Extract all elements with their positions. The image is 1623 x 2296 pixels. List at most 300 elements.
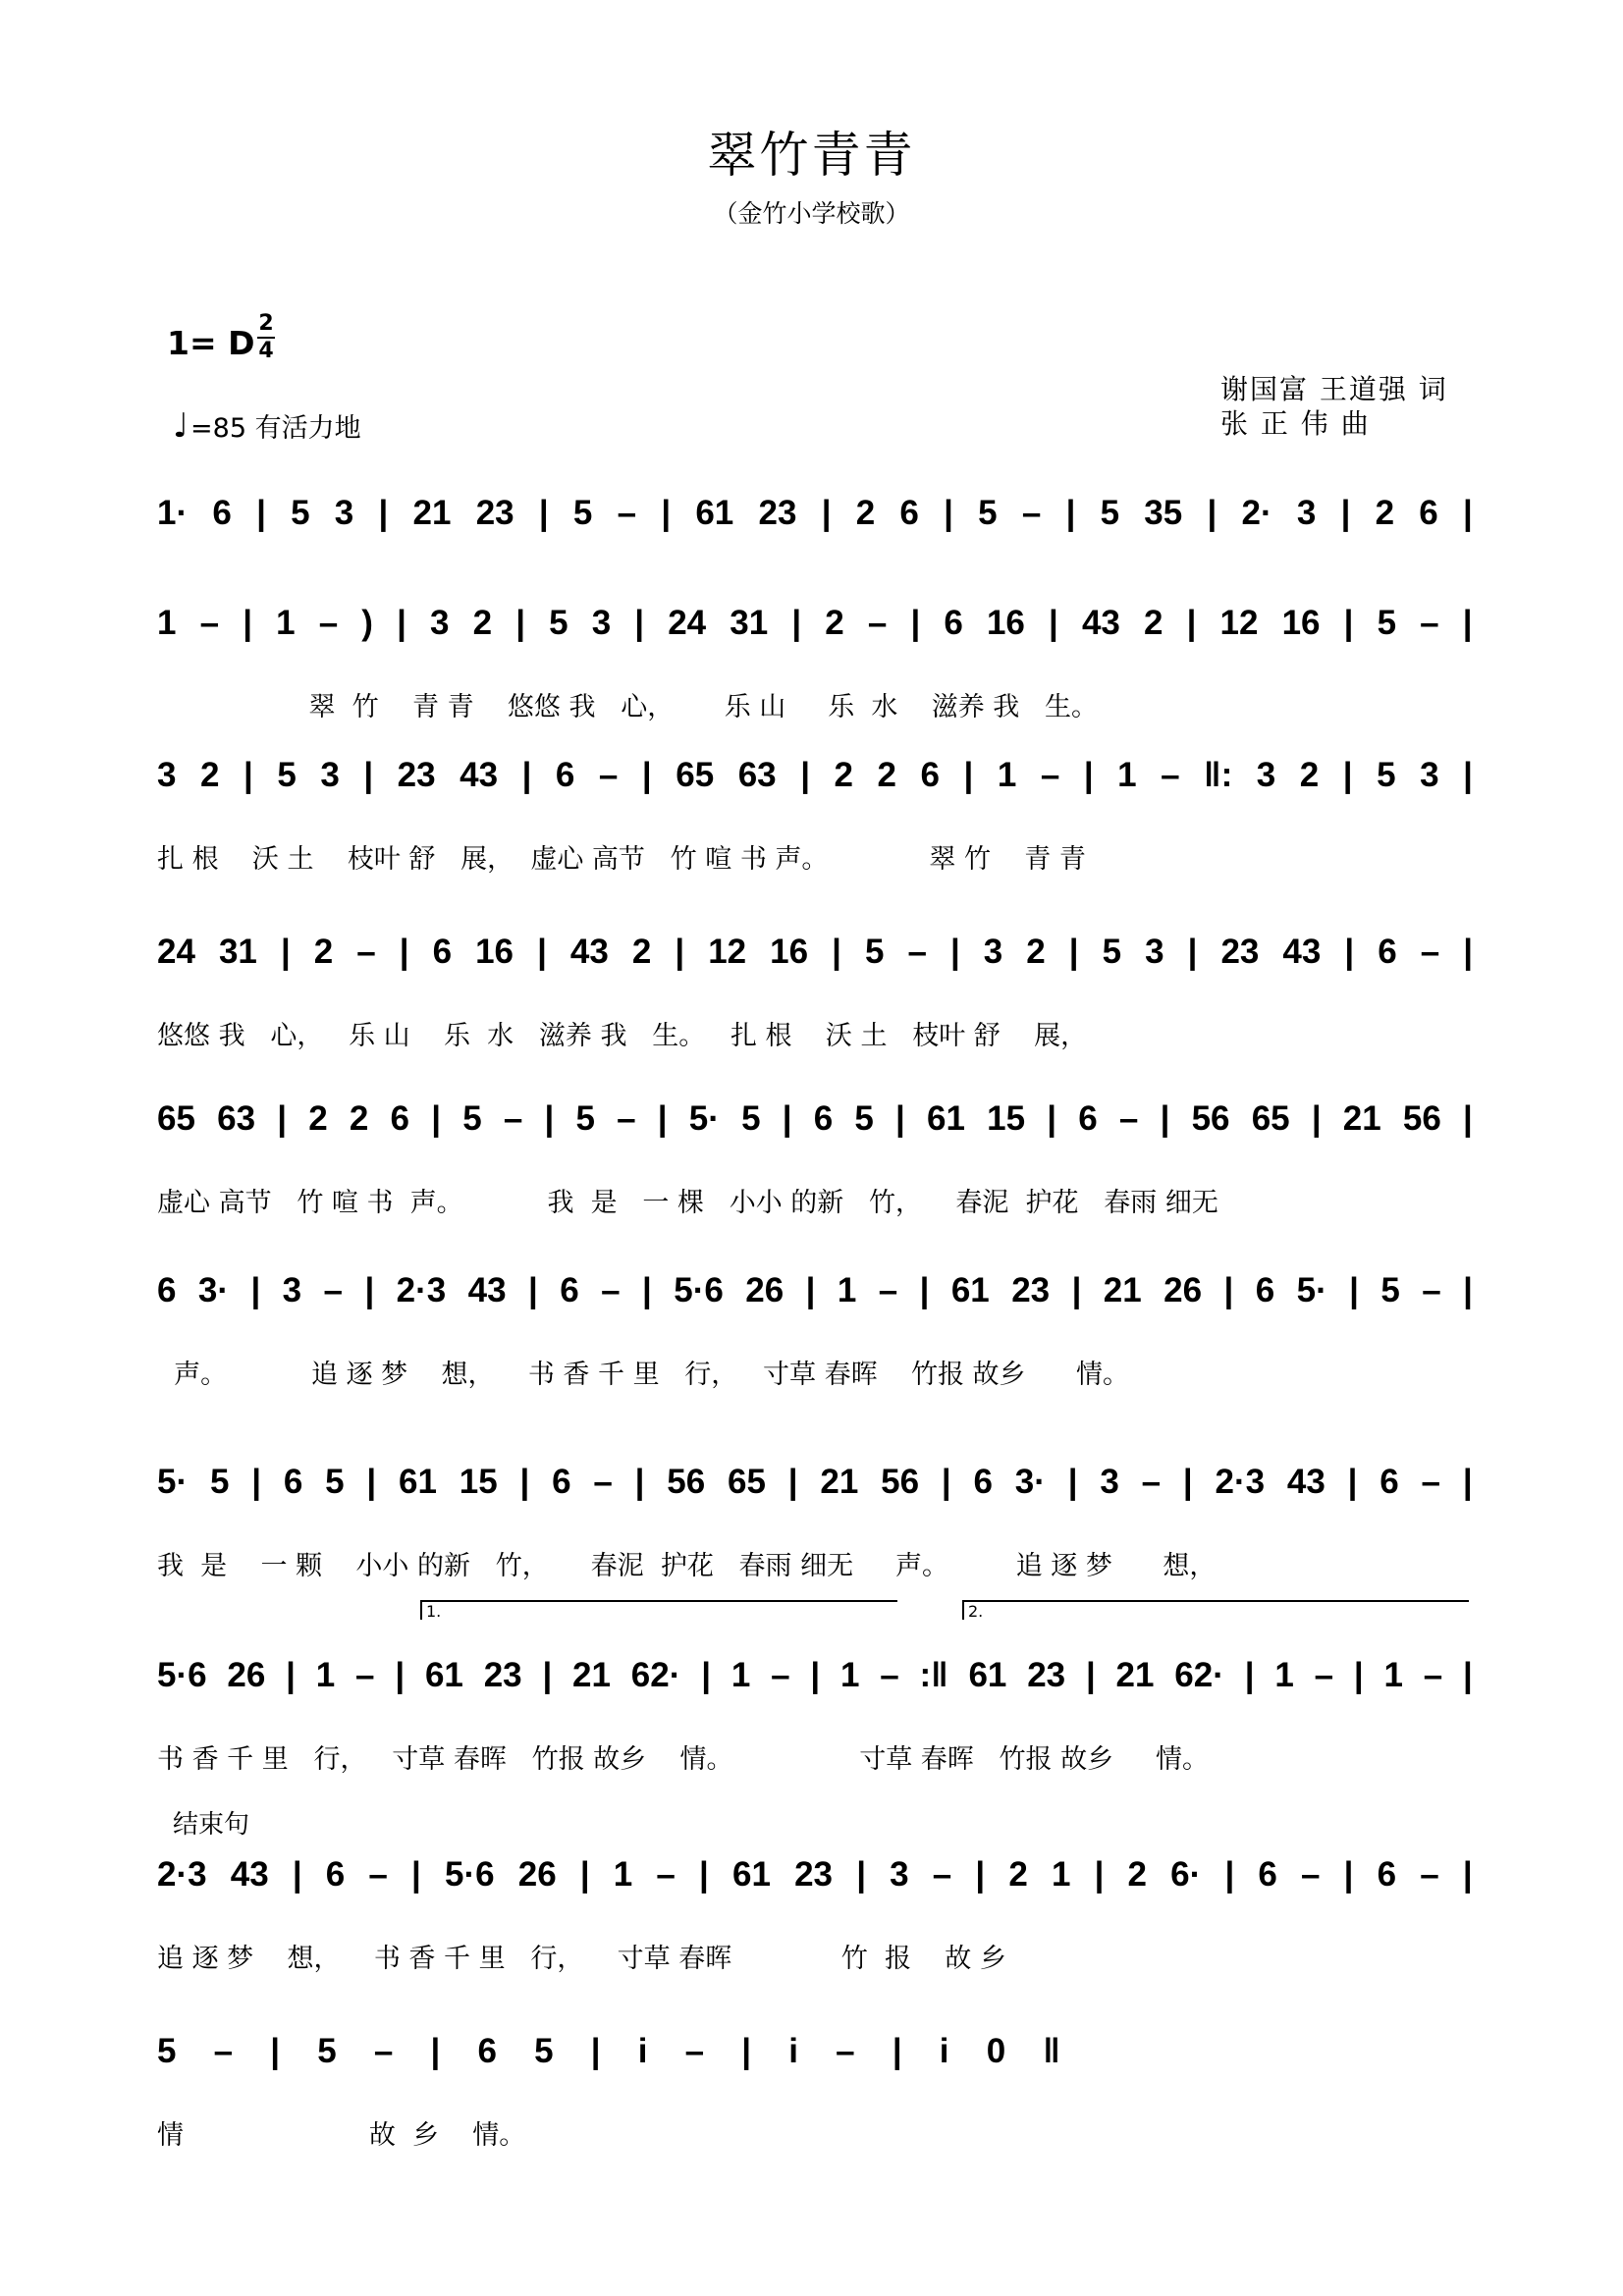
notes-row-5 <box>157 1085 1473 1153</box>
key-signature: 1= D <box>167 324 255 362</box>
note-token: 1 <box>157 604 177 642</box>
tempo-text: =85 有活力地 <box>190 413 361 444</box>
note-token: 3· <box>197 1271 230 1309</box>
note-token: – <box>1420 604 1439 642</box>
note-token: 2 <box>631 933 652 971</box>
note-token: 16 <box>770 933 809 971</box>
note-token: 2 <box>349 1099 369 1138</box>
barline: | <box>657 1099 668 1138</box>
note-token: – <box>368 1855 388 1894</box>
note-token: 6 <box>1078 1099 1098 1138</box>
note-token: 23 <box>1027 1656 1066 1694</box>
note-token: – <box>1021 494 1042 532</box>
time-signature-bottom: 4 <box>258 339 274 363</box>
barline: | <box>949 933 960 971</box>
notes-row-9 <box>157 1841 1473 1909</box>
barline: | <box>1083 756 1094 794</box>
note-token: 2 <box>855 494 876 532</box>
barline: :‖ <box>919 1656 948 1694</box>
note-token: – <box>836 2032 855 2070</box>
barline: | <box>1071 1271 1082 1309</box>
note-token: 2 <box>1144 604 1163 642</box>
note-token: 0 <box>986 2032 1006 2070</box>
barline: | <box>1463 1271 1473 1309</box>
lyrics-row-7: 我 是 一 颗 小小 的新 竹， 春泥 护花 春雨 细无 声。 追 逐 梦 想， <box>157 1551 1217 1581</box>
barline: | <box>641 756 652 794</box>
note-token: 3 <box>320 756 340 794</box>
note-token: 5 <box>209 1463 230 1501</box>
note-token: 6 <box>477 2032 497 2070</box>
time-signature <box>256 312 276 363</box>
note-token: 2 <box>200 756 220 794</box>
note-token: 5· <box>157 1463 189 1501</box>
note-token: 6 <box>1380 1463 1399 1501</box>
note-token: 26 <box>517 1855 557 1894</box>
note-token: 6 <box>283 1463 303 1501</box>
barline: | <box>430 2032 441 2070</box>
barline: | <box>1085 1656 1096 1694</box>
note-token: 6 <box>325 1855 346 1894</box>
note-token: 15 <box>459 1463 498 1501</box>
note-token: 5 <box>1102 933 1122 971</box>
note-token: – <box>1314 1656 1334 1694</box>
note-token: 3 <box>430 604 450 642</box>
note-token: ) <box>361 604 373 642</box>
note-token: 3 <box>1145 933 1164 971</box>
barline: | <box>250 1271 261 1309</box>
barline: | <box>1463 1656 1473 1694</box>
lyrics-row-2: 翠 竹 青 青 悠悠 我 心， 乐 山 乐 水 滋养 我 生。 <box>157 692 1099 722</box>
note-token: 65 <box>676 756 715 794</box>
note-token: 43 <box>1282 933 1322 971</box>
barline: | <box>1342 756 1353 794</box>
barline: | <box>1462 1463 1473 1501</box>
note-token: 6 <box>920 756 940 794</box>
note-token: 65 <box>157 1099 195 1138</box>
barline: | <box>590 2032 601 2070</box>
lyrics-row-5: 虚心 高节 竹 喧 书 声。 我 是 一 棵 小小 的新 竹， 春泥 护花 春雨 细无 <box>157 1188 1218 1218</box>
note-token: 23 <box>475 494 514 532</box>
song-subtitle: （金竹小学校歌） <box>713 199 910 228</box>
note-token: 3 <box>282 1271 302 1309</box>
note-token: – <box>1161 756 1180 794</box>
barline: | <box>1344 933 1355 971</box>
barline: | <box>378 494 389 532</box>
barline: | <box>910 604 921 642</box>
note-token: 2 <box>308 1099 328 1138</box>
barline: | <box>1049 604 1058 642</box>
note-token: 5 <box>325 1463 345 1501</box>
note-token: 43 <box>1286 1463 1325 1501</box>
note-token: 23 <box>794 1855 834 1894</box>
note-token: 6 <box>1377 1855 1397 1894</box>
notes-row-3 <box>157 741 1473 810</box>
note-token: – <box>617 1099 636 1138</box>
note-token: 5 <box>462 1099 482 1138</box>
note-token: 21 <box>1103 1271 1142 1309</box>
note-token: 21 <box>412 494 452 532</box>
barline: | <box>782 1099 792 1138</box>
note-token: 16 <box>475 933 514 971</box>
note-token: 43 <box>569 933 609 971</box>
note-token: 23 <box>397 756 436 794</box>
note-token: 26 <box>227 1656 266 1694</box>
note-token: – <box>1301 1855 1321 1894</box>
note-token: 61 <box>399 1463 437 1501</box>
note-token: 61 <box>424 1656 463 1694</box>
note-token: 5 <box>549 604 568 642</box>
barline: | <box>286 1656 296 1694</box>
notes-row-7 <box>157 1448 1473 1517</box>
notes-row-6 <box>157 1256 1473 1325</box>
note-token: 26 <box>745 1271 784 1309</box>
barline: | <box>1223 1271 1234 1309</box>
barline: | <box>256 494 266 532</box>
note-token: 5 <box>317 2032 337 2070</box>
note-token: 26 <box>1163 1271 1203 1309</box>
note-token: 5 <box>157 2032 177 2070</box>
note-token: 31 <box>218 933 257 971</box>
note-token: 5·6 <box>674 1271 724 1309</box>
note-token: 5· <box>1296 1271 1327 1309</box>
note-token: 1 <box>276 604 296 642</box>
note-token: 23 <box>1220 933 1260 971</box>
note-token: 56 <box>881 1463 920 1501</box>
notes-row-4 <box>157 918 1473 987</box>
note-token: 2 <box>1299 756 1320 794</box>
barline: | <box>537 933 547 971</box>
barline: | <box>821 494 832 532</box>
note-token: – <box>771 1656 790 1694</box>
barline: | <box>741 2032 752 2070</box>
note-token: 23 <box>758 494 797 532</box>
barline: | <box>399 933 409 971</box>
note-token: 2 <box>313 933 334 971</box>
lyrics-row-8: 书 香 千 里 行， 寸草 春晖 竹报 故乡 情。 寸草 春晖 竹报 故乡 情。 <box>157 1744 1210 1775</box>
note-token: 1 <box>1274 1656 1294 1694</box>
note-token: – <box>323 1271 344 1309</box>
note-token: 1 <box>315 1656 336 1694</box>
note-token: – <box>1421 1463 1441 1501</box>
volta-bracket-2: 2. <box>962 1600 1469 1620</box>
note-token: 5 <box>534 2032 554 2070</box>
barline: | <box>675 933 685 971</box>
note-token: 21 <box>572 1656 611 1694</box>
note-token: – <box>318 604 339 642</box>
note-token: 16 <box>1281 604 1321 642</box>
barline: | <box>1187 933 1198 971</box>
barline: | <box>895 1099 905 1138</box>
barline: | <box>243 604 252 642</box>
note-token: – <box>907 933 927 971</box>
barline: | <box>661 494 672 532</box>
barline: | <box>1462 1855 1473 1894</box>
lyricist-credit: 谢国富 王道强 词 <box>1220 373 1448 405</box>
note-token: 6 <box>973 1463 993 1501</box>
note-token: 1 <box>837 1271 857 1309</box>
barline: | <box>528 1271 538 1309</box>
barline: | <box>579 1855 590 1894</box>
note-token: – <box>598 756 619 794</box>
composer-credit: 张 正 伟 曲 <box>1220 407 1371 440</box>
barline: | <box>1463 756 1473 794</box>
barline: | <box>1340 494 1351 532</box>
barline: | <box>1207 494 1217 532</box>
note-token: – <box>213 2032 234 2070</box>
notes-row-2 <box>157 589 1473 658</box>
note-token: 5 <box>1380 1271 1400 1309</box>
note-token: 56 <box>667 1463 706 1501</box>
tempo-marking <box>173 406 361 446</box>
note-token: 1 <box>730 1656 751 1694</box>
note-token: 5 <box>291 494 310 532</box>
note-token: 61 <box>695 494 734 532</box>
note-token: 2 <box>825 604 844 642</box>
notes-row-10 <box>157 2017 1060 2086</box>
barline: | <box>699 1855 709 1894</box>
note-token: 5 <box>741 1099 761 1138</box>
note-token: – <box>880 1656 899 1694</box>
note-token: 56 <box>1402 1099 1441 1138</box>
barline: | <box>1353 1656 1364 1694</box>
barline: | <box>892 2032 902 2070</box>
barline: | <box>975 1855 986 1894</box>
note-token: – <box>1420 933 1440 971</box>
note-token: 2·3 <box>157 1855 207 1894</box>
barline: | <box>1311 1099 1322 1138</box>
note-token: 6 <box>1419 494 1438 532</box>
note-token: 6 <box>555 756 575 794</box>
note-token: – <box>1141 1463 1162 1501</box>
barline: ‖: <box>1204 756 1233 794</box>
note-token: 15 <box>987 1099 1026 1138</box>
note-token: 23 <box>1011 1271 1051 1309</box>
lyrics-row-6: 声。 追 逐 梦 想， 书 香 千 里 行， 寸草 春晖 竹报 故乡 情。 <box>157 1360 1130 1390</box>
barline: | <box>277 1099 288 1138</box>
barline: | <box>642 1271 652 1309</box>
barline: | <box>1047 1099 1057 1138</box>
barline: | <box>1463 933 1473 971</box>
barline: | <box>521 756 532 794</box>
time-signature-top: 2 <box>258 311 274 336</box>
barline: | <box>431 1099 441 1138</box>
lyrics-row-9: 追 逐 梦 想， 书 香 千 里 行， 寸草 春晖 竹 报 故 乡 <box>157 1944 1006 1974</box>
barline: | <box>787 1463 798 1501</box>
note-token: 6 <box>390 1099 410 1138</box>
barline: | <box>519 1463 530 1501</box>
barline: | <box>544 1099 555 1138</box>
note-token: 62· <box>630 1656 681 1694</box>
barline: | <box>542 1656 553 1694</box>
note-token: 2 <box>1375 494 1395 532</box>
note-token: 21 <box>820 1463 859 1501</box>
barline: | <box>364 1271 375 1309</box>
note-token: 23 <box>483 1656 522 1694</box>
note-token: 1· <box>157 494 189 532</box>
note-token: 24 <box>668 604 707 642</box>
note-token: – <box>355 1656 375 1694</box>
barline: | <box>1462 604 1473 642</box>
lyrics-row-4: 悠悠 我 心， 乐 山 乐 水 滋养 我 生。 扎 根 沃 土 枝叶 舒 展， <box>157 1021 1088 1051</box>
note-token: – <box>199 604 220 642</box>
note-token: 5 <box>1377 604 1397 642</box>
note-token: – <box>684 2032 705 2070</box>
note-token: – <box>503 1099 523 1138</box>
note-token: 12 <box>708 933 747 971</box>
notes-row-1 <box>157 479 1473 548</box>
note-token: 35 <box>1144 494 1183 532</box>
note-token: 6 <box>1258 1855 1277 1894</box>
note-token: – <box>1040 756 1060 794</box>
note-token: 6 <box>432 933 453 971</box>
note-token: 63 <box>217 1099 256 1138</box>
note-token: 43 <box>460 756 499 794</box>
note-token: 43 <box>467 1271 507 1309</box>
note-token: 6 <box>899 494 919 532</box>
barline: | <box>1094 1855 1105 1894</box>
barline: | <box>1224 1855 1235 1894</box>
note-token: 2 <box>1008 1855 1028 1894</box>
barline: | <box>941 1463 951 1501</box>
note-token: 2 <box>1127 1855 1148 1894</box>
note-token: 5 <box>1100 494 1120 532</box>
note-token: 6 <box>944 604 963 642</box>
note-token: 12 <box>1219 604 1259 642</box>
barline: | <box>363 756 374 794</box>
note-token: 3 <box>157 756 177 794</box>
note-token: 1 <box>997 756 1017 794</box>
note-token: 1 <box>1051 1855 1071 1894</box>
barline: | <box>292 1855 302 1894</box>
note-token: – <box>373 2032 394 2070</box>
barline: | <box>251 1463 262 1501</box>
note-token: 3 <box>1420 756 1439 794</box>
barline: | <box>1343 604 1354 642</box>
note-token: 3· <box>1014 1463 1046 1501</box>
note-token: – <box>617 494 637 532</box>
note-token: – <box>1422 1271 1441 1309</box>
note-token: 1 <box>1383 1656 1403 1694</box>
note-token: 5 <box>978 494 998 532</box>
barline: | <box>1186 604 1197 642</box>
note-token: 3 <box>1100 1463 1119 1501</box>
note-token: 61 <box>968 1656 1007 1694</box>
note-token: 62· <box>1174 1656 1224 1694</box>
barline: | <box>515 604 525 642</box>
note-token: 5 <box>575 1099 595 1138</box>
quarter-note-icon: ♩ <box>173 406 189 446</box>
barline: | <box>810 1656 821 1694</box>
note-token: 16 <box>986 604 1025 642</box>
note-token: 6 <box>1255 1271 1275 1309</box>
note-token: 3 <box>1256 756 1276 794</box>
note-token: 24 <box>157 933 195 971</box>
note-token: 5 <box>854 1099 874 1138</box>
note-token: 43 <box>230 1855 269 1894</box>
barline: | <box>411 1855 421 1894</box>
volta-bracket-1: 1. <box>420 1600 897 1620</box>
barline: | <box>791 604 802 642</box>
note-token: 5 <box>277 756 297 794</box>
lyrics-row-3: 扎 根 沃 土 枝叶 舒 展， 虚心 高节 竹 喧 书 声。 翠 竹 青 青 <box>157 844 1086 875</box>
note-token: – <box>593 1463 613 1501</box>
barline: | <box>270 2032 281 2070</box>
note-token: 56 <box>1191 1099 1230 1138</box>
ending-label: 结束句 <box>173 1810 250 1840</box>
note-token: 1 <box>613 1855 633 1894</box>
barline: | <box>805 1271 816 1309</box>
barline: | <box>919 1271 930 1309</box>
note-token: 61 <box>927 1099 965 1138</box>
note-token: 5·6 <box>157 1656 207 1694</box>
note-token: 5 <box>572 494 593 532</box>
note-token: 63 <box>737 756 777 794</box>
note-token: 43 <box>1081 604 1120 642</box>
notes-row-8 <box>157 1641 1473 1710</box>
note-token: – <box>601 1271 621 1309</box>
note-token: 1 <box>839 1656 860 1694</box>
note-token: 31 <box>730 604 769 642</box>
note-token: 21 <box>1342 1099 1381 1138</box>
note-token: – <box>1118 1099 1139 1138</box>
note-token: 6 <box>560 1271 579 1309</box>
barline: | <box>395 1656 406 1694</box>
note-token: – <box>656 1855 676 1894</box>
note-token: 5 <box>864 933 885 971</box>
note-token: – <box>1420 1855 1439 1894</box>
barline: ‖ <box>1043 2032 1060 2070</box>
barline: | <box>963 756 974 794</box>
note-token: – <box>356 933 376 971</box>
note-token: – <box>867 604 888 642</box>
note-token: 65 <box>728 1463 766 1501</box>
note-token: i <box>637 2032 648 2070</box>
note-token: – <box>878 1271 898 1309</box>
barline: | <box>397 604 406 642</box>
note-token: – <box>1423 1656 1443 1694</box>
note-token: 3 <box>591 604 612 642</box>
barline: | <box>1068 933 1079 971</box>
note-token: 1 <box>1117 756 1137 794</box>
barline: | <box>1343 1855 1354 1894</box>
barline: | <box>856 1855 866 1894</box>
barline: | <box>634 604 645 642</box>
barline: | <box>1463 494 1473 532</box>
note-token: i <box>939 2032 949 2070</box>
note-token: 6 <box>552 1463 571 1501</box>
note-token: 21 <box>1115 1656 1155 1694</box>
note-token: 6 <box>157 1271 177 1309</box>
note-token: 5·6 <box>445 1855 495 1894</box>
song-title: 翠竹青青 <box>707 127 916 184</box>
note-token: 6 <box>212 494 232 532</box>
note-token: 2 <box>877 756 896 794</box>
note-token: 61 <box>950 1271 990 1309</box>
barline: | <box>1065 494 1076 532</box>
barline: | <box>634 1463 645 1501</box>
note-token: 6· <box>1170 1855 1202 1894</box>
note-token: 2 <box>834 756 853 794</box>
note-token: 5 <box>1377 756 1396 794</box>
note-token: 3 <box>334 494 354 532</box>
note-token: i <box>788 2032 798 2070</box>
barline: | <box>243 756 253 794</box>
note-token: 2·3 <box>396 1271 447 1309</box>
barline: | <box>366 1463 377 1501</box>
barline: | <box>1347 1463 1358 1501</box>
note-token: 61 <box>732 1855 771 1894</box>
lyrics-row-10: 情 故 乡 情。 <box>157 2120 526 2151</box>
